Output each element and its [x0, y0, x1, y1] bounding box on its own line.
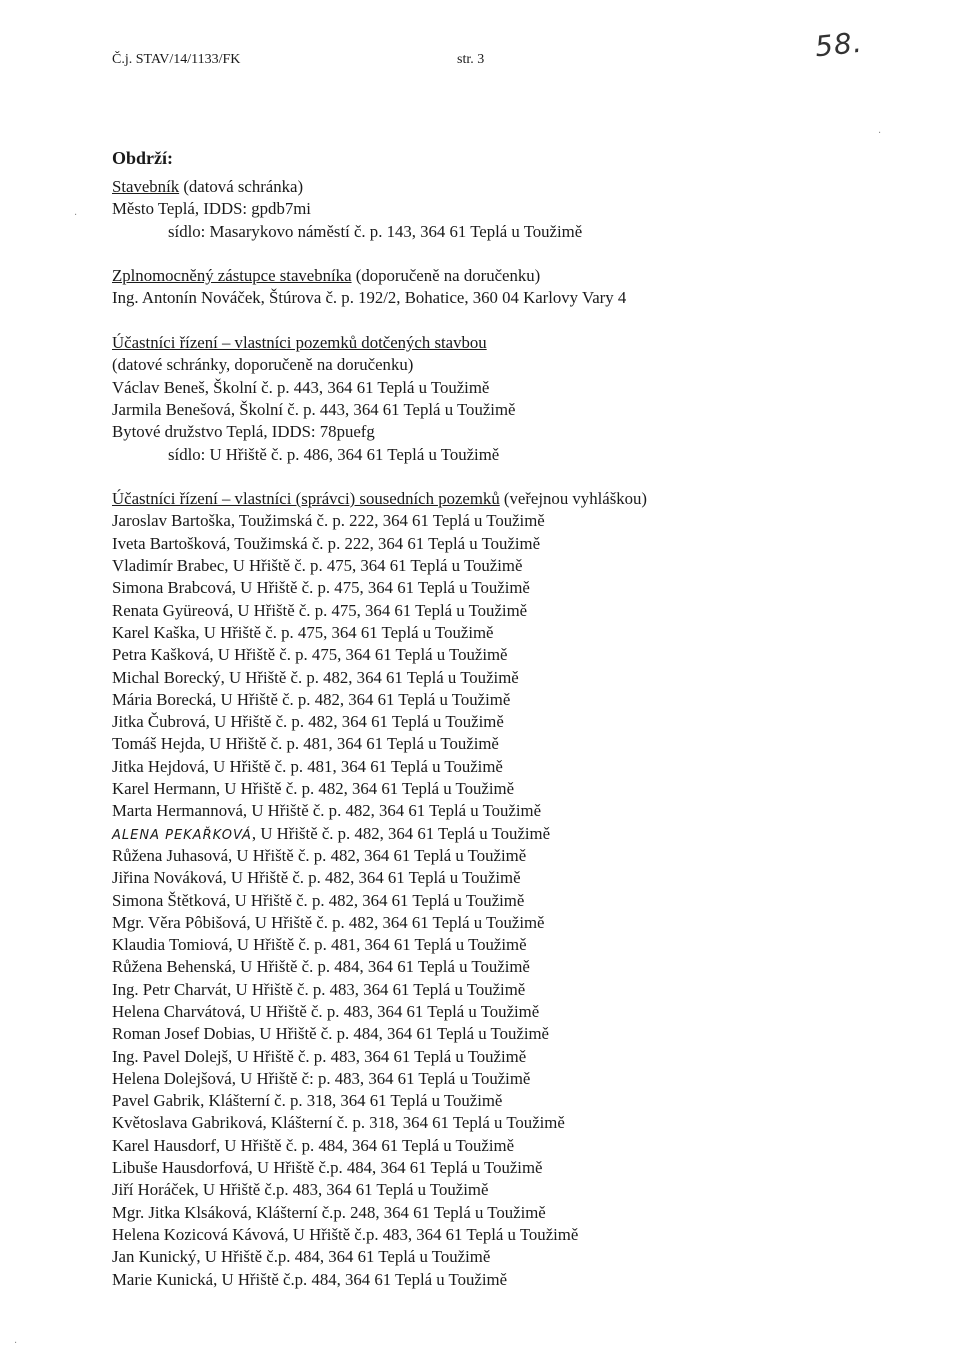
neighbor-owner-row: Jan Kunický, U Hřiště č.p. 484, 364 61 Teplá u Toužimě — [112, 1247, 491, 1267]
neighbor-owners-note: (veřejnou vyhláškou) — [499, 489, 647, 509]
builder-note: (datová schránka) — [179, 177, 304, 196]
neighbor-owner-row: Karel Kaška, U Hřiště č. p. 475, 364 61 Teplá u Toužimě — [112, 622, 494, 642]
scan-speck: · — [74, 210, 78, 221]
handwritten-page-number: 58. — [813, 25, 865, 64]
neighbor-owner-row: Klaudia Tomiová, U Hřiště č. p. 481, 364 61 Teplá u Toužimě — [112, 935, 527, 955]
neighbor-owner-row: Libuše Hausdorfová, U Hřiště č.p. 484, 364 61 Teplá u Toužimě — [112, 1158, 543, 1178]
neighbor-owner-row: Helena Kozicová Kávová, U Hřiště č.p. 483, 364 61 Teplá u Toužimě — [112, 1224, 579, 1244]
neighbor-owner-row: Marta Hermannová, U Hřiště č. p. 482, 364 61 Teplá u Toužimě — [112, 801, 542, 821]
neighbor-owner-row: Mgr. Věra Pôbišová, U Hřiště č. p. 482, 364 61 Teplá u Toužimě — [112, 912, 545, 932]
neighbor-owner-row: Jitka Čubrová, U Hřiště č. p. 482, 364 61 Teplá u Toužimě — [112, 712, 504, 732]
recipients-list — [112, 176, 912, 1291]
scan-speck: · — [14, 1338, 18, 1349]
neighbor-owner-row: Ing. Pavel Dolejš, U Hřiště č. p. 483, 364 61 Teplá u Toužimě — [112, 1046, 527, 1066]
representative-title-line — [112, 265, 912, 287]
neighbor-owner-row: Michal Borecký, U Hřiště č. p. 482, 364 61 Teplá u Toužimě — [112, 667, 519, 687]
affected-owner-row: Jarmila Benešová, Školní č. p. 443, 364 61 Teplá u Toužimě — [112, 399, 516, 419]
representative-line: Ing. Antonín Nováček, Štúrova č. p. 192/2, Bohatice, 360 04 Karlovy Vary 4 — [112, 288, 627, 308]
neighbor-owner-row: Vladimír Brabec, U Hřiště č. p. 475, 364 61 Teplá u Toužimě — [112, 556, 523, 576]
neighbor-owner-row: Marie Kunická, U Hřiště č.p. 484, 364 61 Teplá u Toužimě — [112, 1269, 508, 1289]
builder-title: Stavebník — [112, 177, 180, 196]
neighbor-owner-row: Jaroslav Bartoška, Toužimská č. p. 222, 364 61 Teplá u Toužimě — [112, 511, 545, 531]
affected-owners-title: Účastníci řízení – vlastníci pozemků dotčených stavbou — [112, 333, 487, 353]
neighbor-owner-row: Jiřina Nováková, U Hřiště č. p. 482, 364 61 Teplá u Toužimě — [112, 868, 521, 888]
neighbor-owner-row: Ing. Petr Charvát, U Hřiště č. p. 483, 364 61 Teplá u Toužimě — [112, 979, 526, 999]
neighbor-owner-row: Jitka Hejdová, U Hřiště č. p. 481, 364 61 Teplá u Toužimě — [112, 756, 503, 776]
recipients-heading: Obdrží: — [112, 148, 173, 168]
neighbor-owner-rows — [112, 510, 912, 822]
neighbor-owner-row: Růžena Behenská, U Hřiště č. p. 484, 364 61 Teplá u Toužimě — [112, 957, 530, 977]
neighbor-owner-row: Iveta Bartošková, Toužimská č. p. 222, 364 61 Teplá u Toužimě — [112, 533, 541, 553]
neighbor-owners-title: Účastníci řízení – vlastníci (správci) sousedních pozemků — [112, 489, 500, 509]
neighbor-owner-row: Jiří Horáček, U Hřiště č.p. 483, 364 61 Teplá u Toužimě — [112, 1180, 489, 1200]
handwritten-row-rest: , U Hřiště č. p. 482, 364 61 Teplá u Toužimě — [251, 823, 551, 843]
builder-title-line — [112, 176, 912, 198]
builder-line: Město Teplá, IDDS: gpdb7mi — [112, 199, 311, 219]
neighbor-owner-row: Helena Dolejšová, U Hřiště č: p. 483, 364 61 Teplá u Toužimě — [112, 1068, 531, 1088]
affected-owners-title-line — [112, 332, 912, 354]
neighbor-owner-row: Renata Gyüreová, U Hřiště č. p. 475, 364 61 Teplá u Toužimě — [112, 600, 528, 620]
affected-owners-note: (datové schránky, doporučeně na doručenku) — [112, 355, 414, 375]
neighbor-owner-row: Pavel Gabrik, Klášterní č. p. 318, 364 61 Teplá u Toužimě — [112, 1091, 503, 1111]
page-number: str. 3 — [457, 52, 485, 67]
neighbor-owner-row: Helena Charvátová, U Hřiště č. p. 483, 364 61 Teplá u Toužimě — [112, 1001, 540, 1021]
neighbor-owner-row: Karel Hausdorf, U Hřiště č. p. 484, 364 61 Teplá u Toužimě — [112, 1135, 515, 1155]
representative-title: Zplnomocněný zástupce stavebníka — [112, 266, 352, 286]
neighbor-owner-row: Simona Brabcová, U Hřiště č. p. 475, 364 61 Teplá u Toužimě — [112, 578, 530, 598]
neighbor-owner-row: Mária Borecká, U Hřiště č. p. 482, 364 61 Teplá u Toužimě — [112, 689, 511, 709]
neighbor-owner-row: Mgr. Jitka Klsáková, Klášterní č.p. 248, 364 61 Teplá u Toužimě — [112, 1202, 546, 1222]
neighbor-owner-row: Růžena Juhasová, U Hřiště č. p. 482, 364 61 Teplá u Toužimě — [112, 845, 527, 865]
affected-owner-address: sídlo: U Hřiště č. p. 486, 364 61 Teplá u Toužimě — [168, 444, 500, 464]
neighbor-owner-row-handwritten — [112, 823, 912, 845]
affected-owner-row: Bytové družstvo Teplá, IDDS: 78puefg — [112, 422, 375, 442]
reference-number: Č.j. STAV/14/1133/FK — [112, 52, 241, 67]
neighbor-owner-row: Petra Kašková, U Hřiště č. p. 475, 364 61 Teplá u Toužimě — [112, 645, 508, 665]
neighbor-owners-title-line — [112, 488, 912, 510]
affected-owner-row: Václav Beneš, Školní č. p. 443, 364 61 Teplá u Toužimě — [112, 377, 490, 397]
neighbor-owner-row: Tomáš Hejda, U Hřiště č. p. 481, 364 61 Teplá u Toužimě — [112, 734, 499, 754]
handwritten-name: ALENA PEKAŘKOVÁ — [112, 827, 252, 843]
builder-address: sídlo: Masarykovo náměstí č. p. 143, 364 61 Teplá u Toužimě — [168, 221, 583, 241]
neighbor-owner-row: Květoslava Gabriková, Klášterní č. p. 318, 364 61 Teplá u Toužimě — [112, 1113, 565, 1133]
neighbor-owner-row: Roman Josef Dobias, U Hřiště č. p. 484, 364 61 Teplá u Toužimě — [112, 1024, 550, 1044]
neighbor-owner-row: Simona Štětková, U Hřiště č. p. 482, 364 61 Teplá u Toužimě — [112, 890, 525, 910]
neighbor-owner-row: Karel Hermann, U Hřiště č. p. 482, 364 61 Teplá u Toužimě — [112, 779, 515, 799]
neighbor-owner-rows-continued — [112, 845, 912, 1291]
representative-note: (doporučeně na doručenku) — [351, 266, 541, 286]
scan-speck: · — [878, 128, 882, 139]
